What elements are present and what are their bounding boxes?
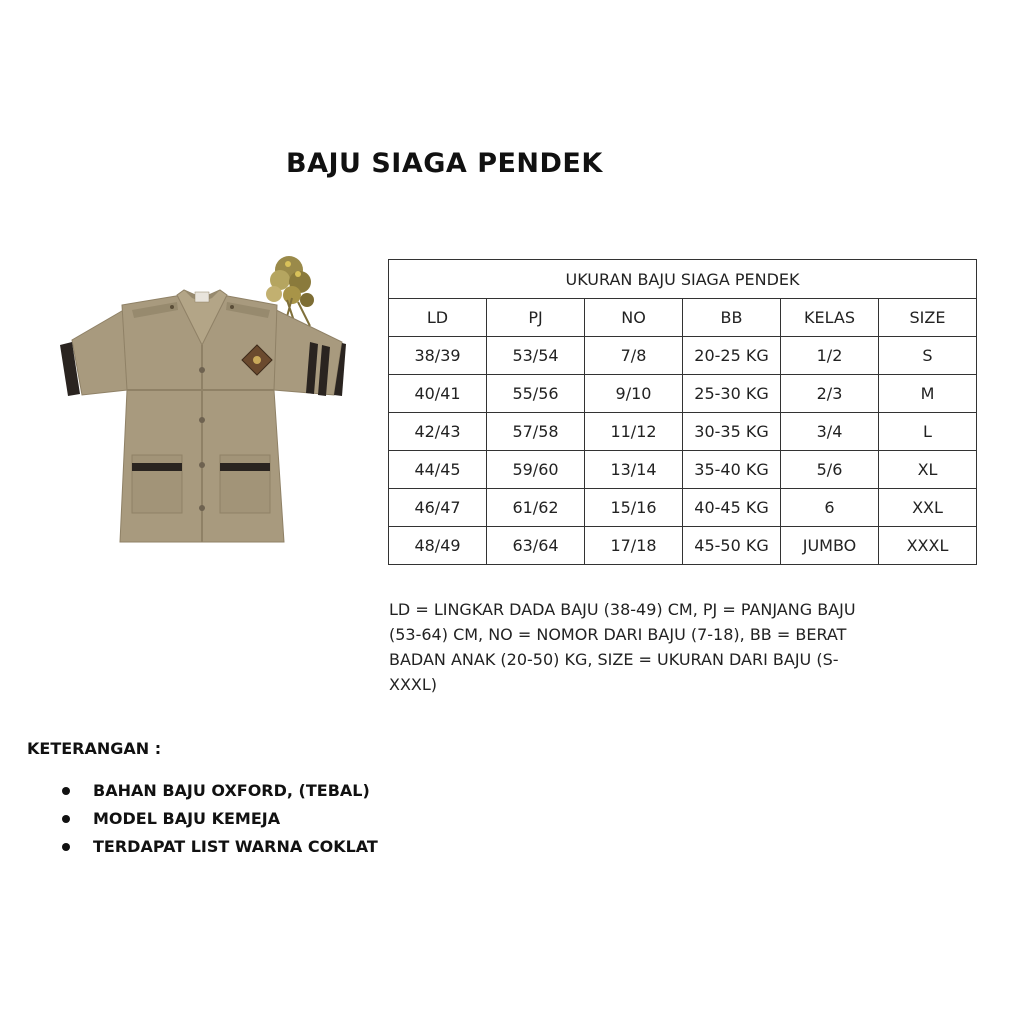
- list-item: [60, 809, 378, 837]
- table-cell: 30-35 KG: [683, 413, 781, 451]
- column-header: NO: [585, 299, 683, 337]
- table-cell: XXXL: [879, 527, 977, 565]
- legend-line: (53-64) CM, NO = NOMOR DARI BAJU (7-18), BB = BERAT: [389, 625, 847, 644]
- page-title: BAJU SIAGA PENDEK: [286, 148, 603, 179]
- list-item-text: BAHAN BAJU OXFORD, (TEBAL): [93, 781, 370, 800]
- table-cell: 46/47: [389, 489, 487, 527]
- table-row: [389, 413, 977, 451]
- table-cell: 38/39: [389, 337, 487, 375]
- list-item: [60, 781, 378, 809]
- table-cell: 15/16: [585, 489, 683, 527]
- table-row: [389, 527, 977, 565]
- table-header-row: [389, 299, 977, 337]
- bullet-icon: [62, 843, 70, 851]
- table-cell: 44/45: [389, 451, 487, 489]
- table-cell: M: [879, 375, 977, 413]
- table-cell: 40/41: [389, 375, 487, 413]
- table-cell: L: [879, 413, 977, 451]
- column-header: SIZE: [879, 299, 977, 337]
- legend-line: BADAN ANAK (20-50) KG, SIZE = UKURAN DARI BAJU (S-: [389, 650, 839, 669]
- table-cell: XL: [879, 451, 977, 489]
- bullet-icon: [62, 787, 70, 795]
- table-cell: S: [879, 337, 977, 375]
- table-cell: 48/49: [389, 527, 487, 565]
- table-cell: 53/54: [487, 337, 585, 375]
- table-row: [389, 337, 977, 375]
- legend-line: LD = LINGKAR DADA BAJU (38-49) CM, PJ = PANJANG BAJU: [389, 600, 856, 619]
- table-cell: 2/3: [781, 375, 879, 413]
- column-header: LD: [389, 299, 487, 337]
- notes-title: KETERANGAN :: [27, 739, 162, 758]
- table-cell: 17/18: [585, 527, 683, 565]
- size-table: [388, 259, 977, 565]
- bullet-icon: [62, 815, 70, 823]
- list-item-text: MODEL BAJU KEMEJA: [93, 809, 281, 828]
- table-cell: JUMBO: [781, 527, 879, 565]
- table-cell: 13/14: [585, 451, 683, 489]
- table-caption: UKURAN BAJU SIAGA PENDEK: [389, 260, 977, 299]
- table-cell: 25-30 KG: [683, 375, 781, 413]
- table-cell: 3/4: [781, 413, 879, 451]
- table-cell: 63/64: [487, 527, 585, 565]
- table-cell: 20-25 KG: [683, 337, 781, 375]
- table-row: [389, 451, 977, 489]
- table-row: [389, 375, 977, 413]
- notes-list: [60, 781, 378, 865]
- table-cell: XXL: [879, 489, 977, 527]
- table-cell: 42/43: [389, 413, 487, 451]
- table-cell: 35-40 KG: [683, 451, 781, 489]
- table-cell: 61/62: [487, 489, 585, 527]
- table-cell: 9/10: [585, 375, 683, 413]
- list-item: [60, 837, 378, 865]
- table-row: [389, 489, 977, 527]
- table-cell: 11/12: [585, 413, 683, 451]
- column-header: KELAS: [781, 299, 879, 337]
- column-header: BB: [683, 299, 781, 337]
- table-cell: 6: [781, 489, 879, 527]
- legend-line: XXXL): [389, 675, 438, 694]
- table-cell: 57/58: [487, 413, 585, 451]
- table-cell: 1/2: [781, 337, 879, 375]
- size-legend: [389, 597, 889, 697]
- list-item-text: TERDAPAT LIST WARNA COKLAT: [93, 837, 378, 856]
- table-cell: 5/6: [781, 451, 879, 489]
- product-image: [52, 250, 352, 550]
- column-header: PJ: [487, 299, 585, 337]
- table-caption-row: [389, 260, 977, 299]
- table-cell: 55/56: [487, 375, 585, 413]
- table-cell: 7/8: [585, 337, 683, 375]
- table-cell: 40-45 KG: [683, 489, 781, 527]
- table-cell: 59/60: [487, 451, 585, 489]
- table-cell: 45-50 KG: [683, 527, 781, 565]
